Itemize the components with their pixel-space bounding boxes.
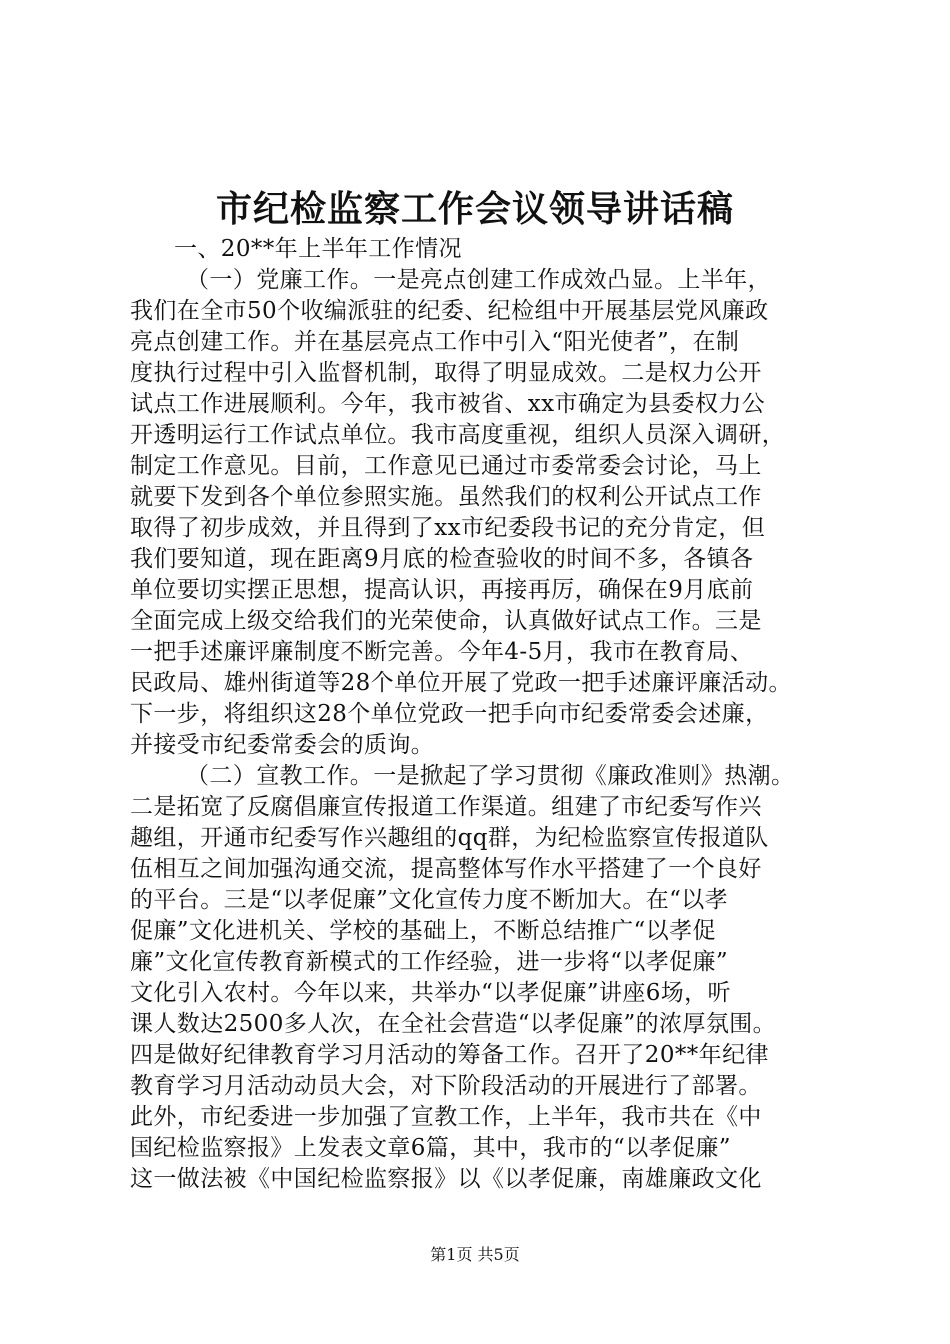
paragraph-line: 制定工作意见。目前，工作意见已通过市委常委会讨论，马上 [130, 453, 762, 479]
paragraph-line: 此外，市纪委进一步加强了宣教工作，上半年，我市共在《中 [130, 1104, 762, 1130]
paragraph-line: （二）宣教工作。一是掀起了学习贯彻《廉政准则》热潮。 [186, 763, 795, 789]
paragraph-line: 并接受市纪委常委会的质询。 [130, 732, 435, 758]
paragraph-line: 国纪检监察报》上发表文章6篇，其中，我市的“以孝促廉” [130, 1135, 731, 1161]
paragraph-line: 就要下发到各个单位参照实施。虽然我们的权利公开试点工作 [130, 484, 762, 510]
paragraph-line: 促廉”文化进机关、学校的基础上，不断总结推广“以孝促 [130, 918, 716, 944]
document-title: 市纪检监察工作会议领导讲话稿 [215, 188, 734, 230]
paragraph-line: 的平台。三是“以孝促廉”文化宣传力度不断加大。在“以孝 [130, 887, 729, 913]
paragraph-line: 课人数达2500多人次，在全社会营造“以孝促廉”的浓厚氛围。 [130, 1011, 777, 1037]
paragraph-line: 四是做好纪律教育学习月活动的筹备工作。召开了20**年纪律 [130, 1042, 769, 1068]
paragraph-line: 一把手述廉评廉制度不断完善。今年4-5月，我市在教育局、 [130, 639, 754, 665]
paragraph-line: 我们要知道，现在距离9月底的检查验收的时间不多，各镇各 [130, 546, 754, 572]
paragraph-line: 开透明运行工作试点单位。我市高度重视，组织人员深入调研， [130, 422, 786, 448]
page-footer: 第1页 共5页 [430, 1245, 520, 1264]
paragraph-line: 民政局、雄州街道等28个单位开展了党政一把手述廉评廉活动。 [130, 670, 792, 696]
paragraph-line: 廉”文化宣传教育新模式的工作经验，进一步将“以孝促廉” [130, 949, 729, 975]
paragraph-line: 试点工作进展顺利。今年，我市被省、xx市确定为县委权力公 [130, 391, 766, 417]
paragraph-line: 全面完成上级交给我们的光荣使命，认真做好试点工作。三是 [130, 608, 762, 634]
paragraph-line: 伍相互之间加强沟通交流，提高整体写作水平搭建了一个良好 [130, 856, 762, 882]
paragraph-line: 下一步，将组织这28个单位党政一把手向市纪委常委会述廉， [130, 701, 769, 727]
paragraph-line: 亮点创建工作。并在基层亮点工作中引入“阳光使者”，在制 [130, 329, 740, 355]
document-body [130, 234, 830, 1195]
paragraph-line: 度执行过程中引入监督机制，取得了明显成效。二是权力公开 [130, 360, 762, 386]
paragraph-line: 趣组，开通市纪委写作兴趣组的qq群，为纪检监察宣传报道队 [130, 825, 769, 851]
paragraph-line: 单位要切实摆正思想，提高认识，再接再厉，确保在9月底前 [130, 577, 754, 603]
section-heading: 一、20**年上半年工作情况 [174, 236, 462, 262]
paragraph-line: 教育学习月活动动员大会，对下阶段活动的开展进行了部署。 [130, 1073, 762, 1099]
paragraph-line: 二是拓宽了反腐倡廉宣传报道工作渠道。组建了市纪委写作兴 [130, 794, 762, 820]
paragraph-line: （一）党廉工作。一是亮点创建工作成效凸显。上半年， [186, 267, 771, 293]
paragraph-line: 取得了初步成效，并且得到了xx市纪委段书记的充分肯定，但 [130, 515, 766, 541]
paragraph-line: 文化引入农村。今年以来，共举办“以孝促廉”讲座6场，听 [130, 980, 731, 1006]
paragraph-line: 这一做法被《中国纪检监察报》以《以孝促廉，南雄廉政文化 [130, 1166, 762, 1192]
paragraph-line: 我们在全市50个收编派驻的纪委、纪检组中开展基层党风廉政 [130, 298, 769, 324]
